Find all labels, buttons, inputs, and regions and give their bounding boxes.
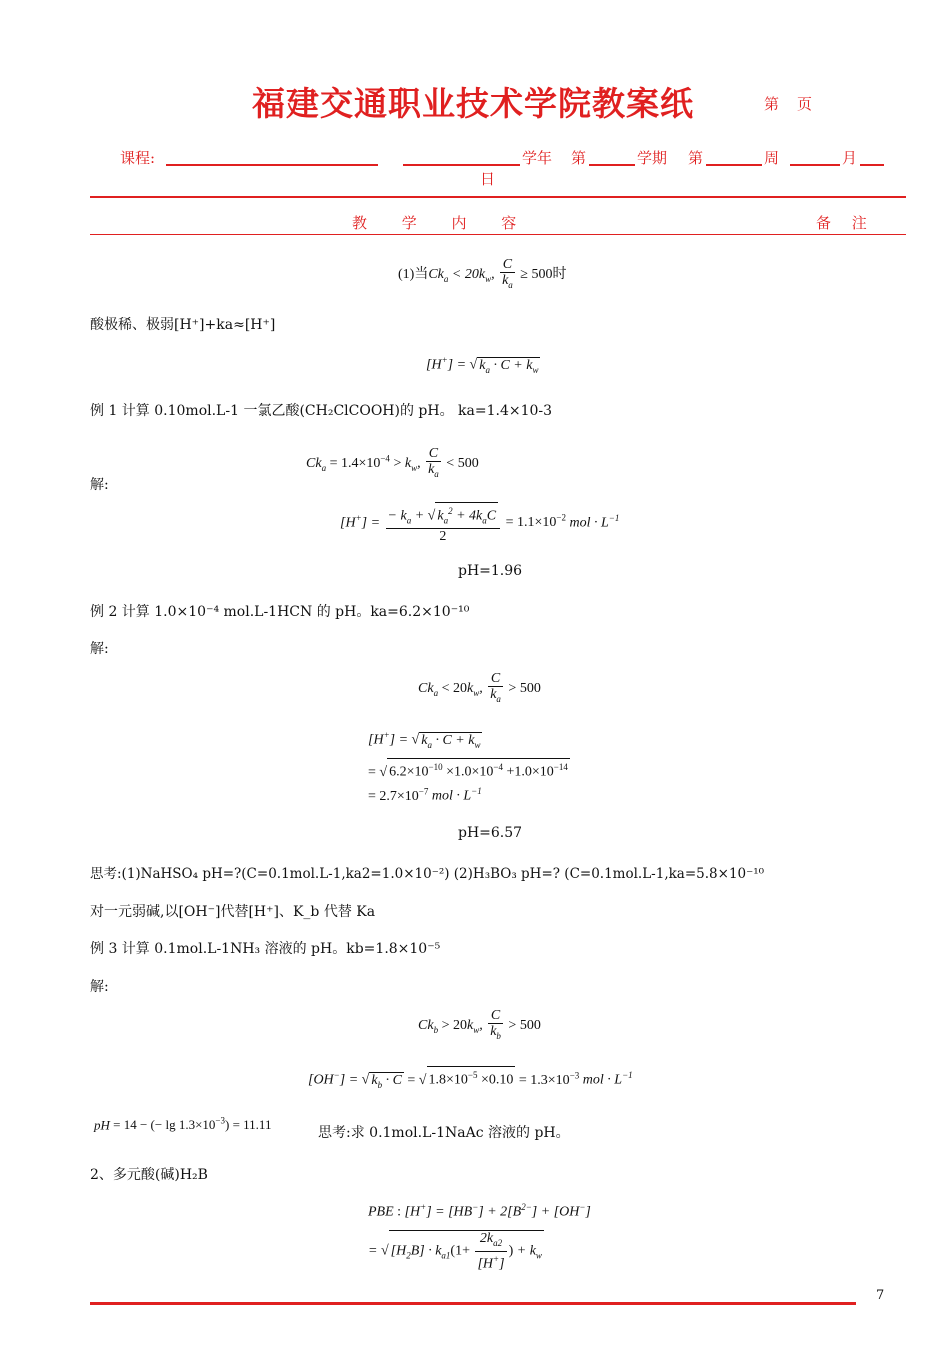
page-number: 7 [876, 1288, 885, 1303]
example-3-condition: $Ck_b > 20k_w$, $\frac{C}{k_b}$ > 500 [418, 1008, 541, 1041]
xueqi-label: 学期 [637, 149, 668, 167]
course-field-line [166, 164, 378, 166]
section-2-heading: 2、多元酸(碱)H₂B [90, 1167, 208, 1183]
condition-1: (1)当$Ck_a < 20k_w$, $\frac{C}{k_a}$ ≥ 500时 [398, 257, 567, 290]
solution-label-3: 解: [90, 979, 109, 995]
example-1-condition: $Ck_a = 1.4\times 10^{-4} > k_w$, $\frac{C}{k_a}$ < 500 [306, 446, 479, 479]
footer-rule [90, 1302, 856, 1305]
di-label-1: 第 [571, 149, 587, 167]
example-3-ph: pH = 14 − (− $\lg 1.3\times 10^{-3}) = 11.11$ [94, 1116, 272, 1133]
course-label: 课程: [120, 149, 156, 167]
solution-label-1: 解: [90, 477, 109, 493]
xuenian-label: 学年 [522, 149, 553, 167]
header-rule-top [90, 196, 906, 198]
di-label-2: 第 [688, 149, 704, 167]
example-1-text: 例 1 计算 0.10mol.L-1 一氯乙酸(CH₂ClCOOH)的 pH。 ka=1.4×10-3 [90, 403, 553, 419]
weak-base-note: 对一元弱碱,以[OH⁻]代替[H⁺]、K_b 代替 Ka [90, 904, 376, 920]
example-2-line-3: = $2.7\times 10^{-7}$ mol · $L^{-1}$ [368, 786, 482, 804]
example-2-line-2: = √ $6.2\times 10^{-10} \times 1.0\times 10^{-4} +1.0\times 10^{-14}$ [368, 758, 570, 781]
year-field-line [403, 164, 520, 166]
dilute-acid-note: 酸极稀、极弱[H⁺]+ka≈[H⁺] [90, 317, 276, 333]
yue-label: 月 [842, 149, 858, 167]
solution-label-2: 解: [90, 641, 109, 657]
page-label-ye: 页 [797, 95, 813, 113]
page-label-di: 第 [764, 95, 780, 113]
example-1-equation: [H+] = $\frac{- k_a + √ k_a^2 + 4k_aC}{2}$ = $1.1\times 10^{-2}$ mol · $L^{-1}$ [340, 502, 619, 544]
example-2-text: 例 2 计算 1.0×10⁻⁴ mol.L-1HCN 的 pH。ka=6.2×10⁻¹⁰ [90, 604, 470, 620]
example-2-line-1: [H+] = √ $k_a \cdot C + k_w$ [368, 730, 482, 752]
ri-label: 日 [480, 170, 496, 188]
think-question-2: 思考:求 0.1mol.L-1NaAc 溶液的 pH。 [318, 1125, 570, 1141]
col-header-content: 教 学 内 容 [352, 214, 525, 232]
month-field-line [790, 164, 840, 166]
pbe-line-2: = √ $[H_2B] \cdot k_{a1}(1+$ $\frac{2k_{a2}}{[H^+]}$ ) + $k_w$ [368, 1231, 542, 1272]
think-question-1: 思考:(1)NaHSO₄ pH=?(C=0.1mol.L-1,ka2=1.0×10⁻²) (2)H₃BO₃ pH=? (C=0.1mol.L-1,ka=5.8×10⁻¹⁰ [90, 866, 765, 882]
example-2-condition: $Ck_a < 20k_w$, $\frac{C}{k_a}$ > 500 [418, 671, 541, 704]
term-field-line [589, 164, 635, 166]
week-field-line [706, 164, 762, 166]
example-3-equation: [OH−] = √ $k_b \cdot C$ = √ $1.8\times 10^{-5} \times 0.10 = 1.3\times 10^{-3}$ mol · $L^{-1}$ [308, 1066, 633, 1092]
zhou-label: 周 [764, 149, 780, 167]
header-rule-bottom [90, 234, 906, 235]
col-header-notes: 备 注 [816, 214, 875, 232]
example-1-ph: pH=1.96 [458, 563, 523, 579]
example-2-ph: pH=6.57 [458, 825, 523, 841]
school-title: 福建交通职业技术学院教案纸 [252, 84, 694, 123]
day-field-line [860, 164, 884, 166]
pbe-line-1: PBE : $[H^+] = [HB^-] + 2[B^{2-}] + [OH^-]$ [368, 1202, 591, 1220]
equation-1: [H+] = √ $k_a \cdot C + k_w$ [426, 355, 540, 377]
example-3-text: 例 3 计算 0.1mol.L-1NH₃ 溶液的 pH。kb=1.8×10⁻⁵ [90, 941, 441, 957]
